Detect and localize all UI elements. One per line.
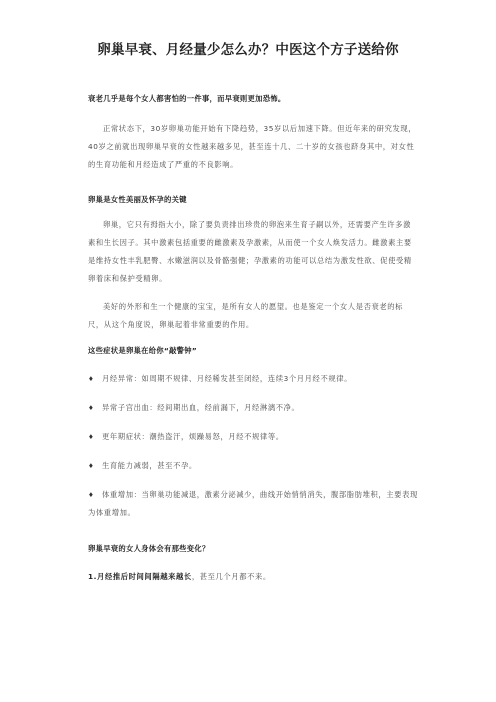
list-item-text: 生育能力减弱，甚至不孕。: [102, 461, 197, 470]
list-item: [88, 370, 428, 388]
list-item: [88, 486, 418, 522]
paragraph-2: 卵巢，它只有拇指大小，除了要负责排出珍贵的卵泡来生育子嗣以外，还需要产生许多激素和生长因子。其中激素包括重要的雌激素及孕激素，从而使一个女人焕发活力。雌激素主要是维持女性丰乳肥臀、水嫩滋润以及骨骼强健；孕激素的功能可以总结为激发性欲、促使受精卵着床和保护受精卵。: [88, 220, 412, 283]
list-item-text: 更年期症状：潮热盗汗，烦躁易怒，月经不规律等。: [102, 432, 284, 441]
list-item-text: 异常子宫出血：经间期出血，经前漏下，月经淋漓不净。: [102, 403, 300, 412]
diamond-bullet-icon: ♦: [88, 404, 95, 412]
page-title: 卵巢早衰、月经量少怎么办？中医这个方子送给你: [97, 42, 399, 58]
diamond-bullet-icon: ♦: [88, 433, 95, 441]
section-heading-ovary-key: 卵巢是女性美丽及怀孕的关键: [88, 195, 187, 204]
paragraph-1: 正常状态下，30岁卵巢功能开始有下降趋势，35岁以后加速下降。但近年来的研究发现，40岁之前就出现卵巢早衰的女性越来越多见，甚至连十几、二十岁的女孩也跻身其中，对女性的生育功能和月经造成了严重的不良影响。: [88, 124, 417, 169]
list-item-text: 体重增加：当卵巢功能减退，激素分泌减少，曲线开始悄悄消失，腹部脂肪堆积，主要表现为体重增加。: [88, 490, 418, 517]
lead-sentence: 衰老几乎是每个女人都害怕的一件事，而早衰则更加恐怖。: [88, 94, 286, 103]
paragraph-3: 美好的外形和生一个健康的宝宝，是所有女人的愿望。也是鉴定一个女人是否衰老的标尺，从这个角度说，卵巢起着非常重要的作用。: [88, 302, 404, 329]
diamond-bullet-icon: ♦: [88, 491, 95, 499]
list-item: [88, 399, 428, 417]
section-heading-changes: 卵巢早衰的女人身体会有那些变化？: [88, 544, 210, 553]
list-item: [88, 457, 428, 475]
list-item-text: 月经异常：如周期不规律、月经稀发甚至闭经，连续3个月月经不规律。: [102, 374, 353, 383]
list-item: [88, 428, 428, 446]
numbered-item-1-rest: ，甚至几个月都不来。: [191, 572, 271, 581]
section-heading-warning: 这些症状是卵巢在给你“敲警钟”: [88, 346, 197, 355]
diamond-bullet-icon: ♦: [88, 462, 95, 470]
numbered-item-1: [88, 568, 418, 586]
diamond-bullet-icon: ♦: [88, 375, 95, 383]
numbered-item-1-bold: 1.月经推后时间间隔越来越长: [88, 572, 192, 581]
